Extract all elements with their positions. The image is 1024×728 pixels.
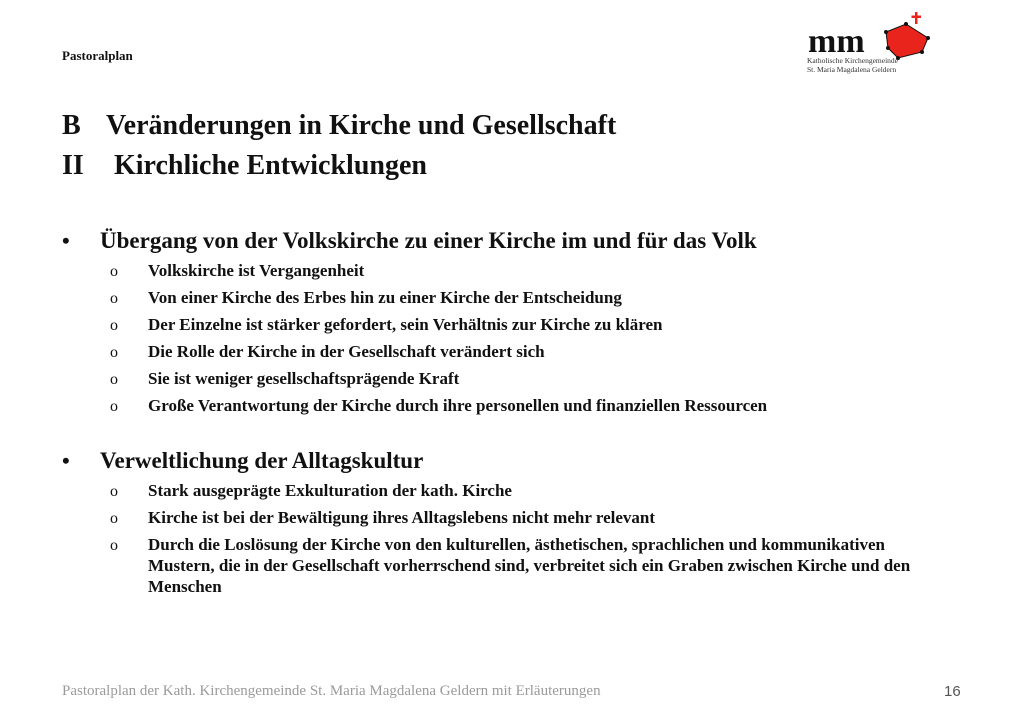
list-item [62, 507, 948, 529]
sub-marker: o [110, 263, 118, 280]
sub-marker: o [110, 398, 118, 415]
list-item [62, 341, 948, 363]
section-volkskirche [62, 228, 948, 422]
list-item-text: Durch die Loslösung der Kirche von den kulturellen, ästhetischen, sprachlichen und kommunikativen Mustern, die in der Gesellschaft vorherrschend sind, verbreitet sich ein Graben zwischen Kirche und den Menschen [148, 535, 911, 596]
bullet-dot: • [62, 228, 70, 253]
page-number: 16 [944, 683, 961, 700]
title-prefix-2: II [62, 150, 84, 181]
title-text-1: Veränderungen in Kirche und Gesellschaft [106, 110, 617, 141]
slide-title [62, 106, 616, 186]
logo-letters: mm [808, 23, 865, 60]
bullet-heading-text: Verweltlichung der Alltagskultur [100, 448, 424, 473]
list-item [62, 260, 948, 282]
sub-marker: o [110, 483, 118, 500]
bullet-heading [62, 228, 948, 260]
parish-logo-icon [806, 10, 936, 88]
sub-marker: o [110, 537, 118, 554]
sub-marker: o [110, 317, 118, 334]
bullet-heading [62, 448, 948, 480]
sub-marker: o [110, 290, 118, 307]
sub-list [62, 480, 948, 597]
list-item-text: Sie ist weniger gesellschaftsprägende Kraft [148, 369, 460, 388]
title-line-1 [62, 106, 616, 146]
logo-line-2: St. Maria Magdalena Geldern [807, 65, 897, 74]
sub-list [62, 260, 948, 417]
list-item-text: Kirche ist bei der Bewältigung ihres Alltagslebens nicht mehr relevant [148, 508, 656, 527]
footer-text: Pastoralplan der Kath. Kirchengemeinde St. Maria Magdalena Geldern mit Erläuterungen [62, 683, 601, 699]
logo-caption [807, 56, 937, 74]
list-item [62, 314, 948, 336]
sub-marker: o [110, 371, 118, 388]
list-item-text: Große Verantwortung der Kirche durch ihre personellen und finanziellen Ressourcen [148, 396, 768, 415]
list-item [62, 287, 948, 309]
list-item-text: Die Rolle der Kirche in der Gesellschaft verändert sich [148, 342, 545, 361]
bullet-heading-text: Übergang von der Volkskirche zu einer Kirche im und für das Volk [100, 228, 757, 253]
header-label: Pastoralplan [62, 48, 133, 63]
logo-line-1: Katholische Kirchengemeinde [807, 56, 899, 65]
title-prefix-1: B [62, 110, 81, 141]
title-line-2 [62, 146, 616, 186]
list-item [62, 368, 948, 390]
list-item-text: Der Einzelne ist stärker gefordert, sein Verhältnis zur Kirche zu klären [148, 315, 663, 334]
list-item [62, 480, 948, 502]
list-item [62, 395, 948, 417]
list-item-text: Von einer Kirche des Erbes hin zu einer Kirche der Entscheidung [148, 288, 622, 307]
title-text-2: Kirchliche Entwicklungen [114, 150, 427, 181]
section-alltagskultur [62, 448, 948, 602]
list-item-text: Volkskirche ist Vergangenheit [148, 261, 365, 280]
sub-marker: o [110, 510, 118, 527]
list-item [62, 534, 948, 597]
list-item-text: Stark ausgeprägte Exkulturation der kath. Kirche [148, 481, 512, 500]
sub-marker: o [110, 344, 118, 361]
bullet-dot: • [62, 448, 70, 473]
